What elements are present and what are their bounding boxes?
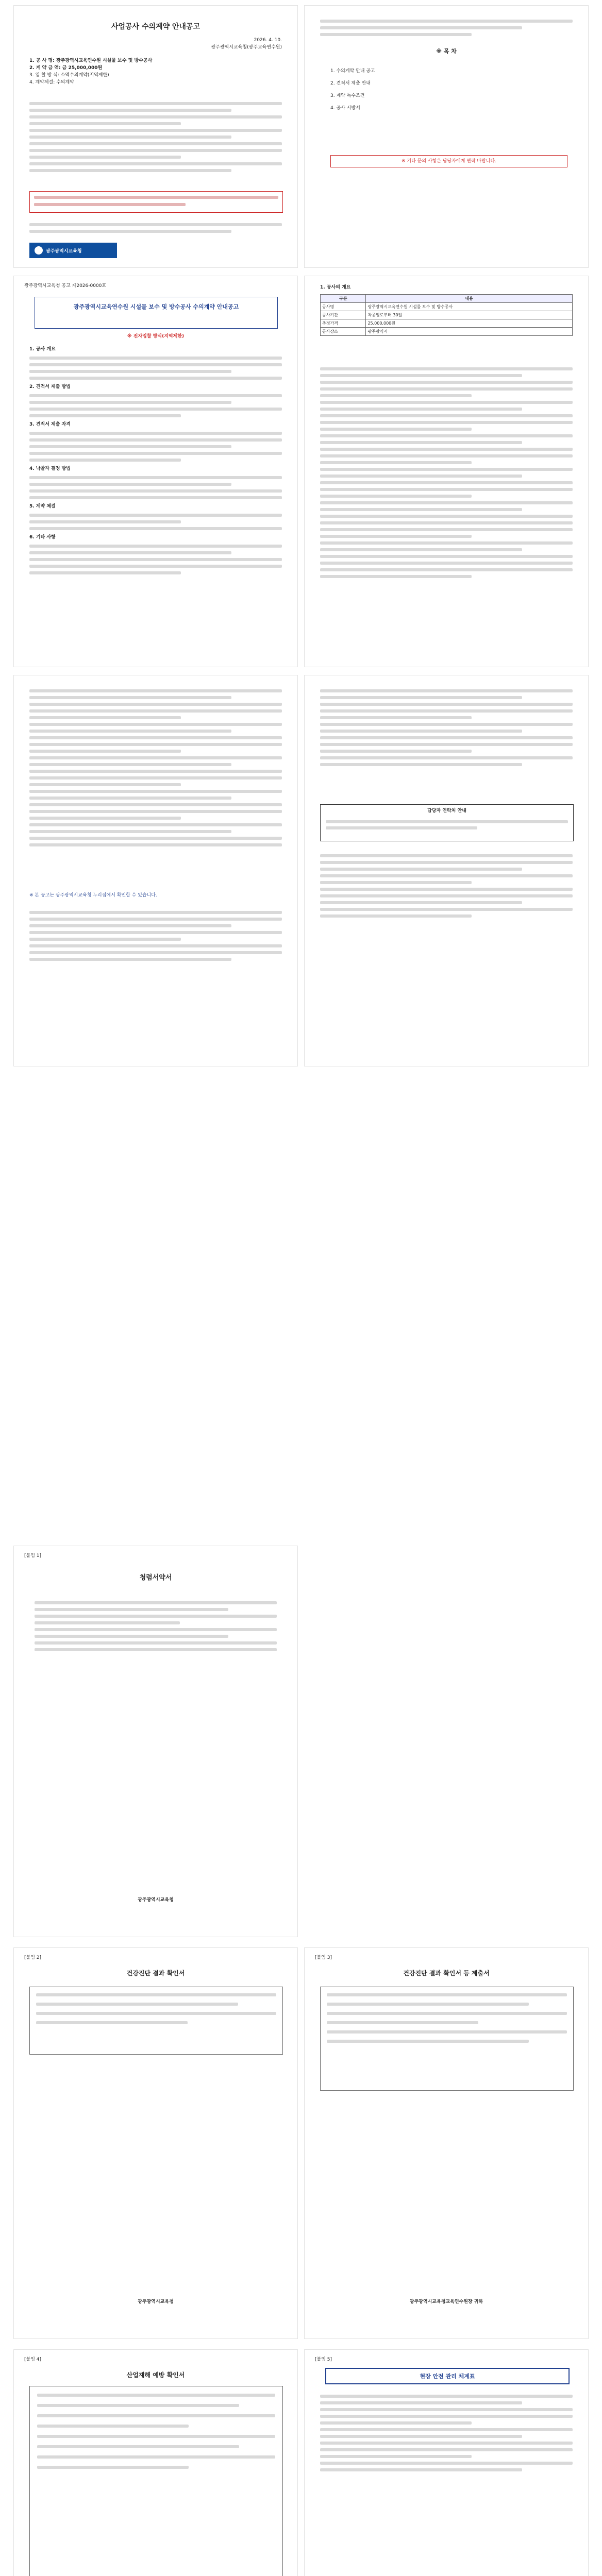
section-heading: 3. 견적서 제출 자격 (29, 422, 71, 427)
page-3-subtitle: ※ 전자입찰 방식(지역제한) (127, 334, 185, 339)
page-7-header: [붙임 1] (24, 1553, 41, 1558)
page-5-notice: ※ 본 공고는 광주광역시교육청 누리집에서 확인할 수 있습니다. (29, 893, 157, 898)
page-9-org: 광주광역시교육청교육연수원장 귀하 (409, 2299, 483, 2304)
page-2-intro (320, 16, 573, 40)
section-heading: 4. 낙찰자 결정 방법 (29, 466, 71, 471)
toc-item: 4. 공사 시방서 (330, 106, 360, 111)
page-10-header: [붙임 4] (24, 2357, 41, 2362)
toc-item: 2. 견적서 제출 안내 (330, 81, 371, 86)
page-4-title: 1. 공사의 개요 (320, 285, 351, 290)
table-row (321, 311, 573, 319)
page-9-grid (320, 1987, 574, 2091)
page-11-header: [붙임 5] (315, 2357, 332, 2362)
page-1-body (29, 98, 282, 176)
table-cell: 추정가격 (321, 319, 366, 328)
page-1-date: 2026. 4. 10. (254, 38, 282, 43)
page-9 (304, 1947, 589, 2339)
page-8-title: 건강진단 결과 확인서 (126, 1970, 185, 1977)
table-row (321, 319, 573, 328)
table-cell: 공사명 (321, 303, 366, 311)
page-1-org: 광주광역시교육청(광주교육연수원) (211, 45, 282, 50)
table-row (321, 303, 573, 311)
page-2-note: ※ 기타 문의 사항은 담당자에게 연락 바랍니다. (330, 155, 567, 167)
page-7-org: 광주광역시교육청 (138, 1897, 174, 1903)
page-10-title: 산업재해 예방 확인서 (126, 2371, 185, 2379)
page-6-highlight (320, 804, 574, 841)
page-10 (13, 2349, 298, 2576)
page-3-title: 광주광역시교육연수원 시설물 보수 및 방수공사 수의계약 안내공고 (73, 303, 239, 310)
table-cell: 착공일로부터 30일 (366, 311, 573, 319)
page-1-item: 2. 계 약 금 액: 금 25,000,000원 (29, 65, 103, 71)
page-8-header: [붙임 2] (24, 1955, 41, 1960)
page-7-body (35, 1598, 277, 1655)
page-8-org: 광주광역시교육청 (138, 2299, 174, 2304)
page-6-highlight-title: 담당자 연락처 안내 (427, 808, 466, 814)
page-7-title: 청렴서약서 (139, 1574, 172, 1582)
page-8 (13, 1947, 298, 2339)
logo-icon (35, 246, 43, 255)
page-5 (13, 675, 298, 1066)
toc-item: 3. 계약 특수조건 (330, 93, 365, 98)
toc-item: 1. 수의계약 안내 공고 (330, 69, 375, 74)
page-1-item: 4. 계약체결: 수의계약 (29, 80, 74, 85)
page-6-body-2 (320, 851, 573, 921)
table-cell: 광주광역시교육연수원 시설물 보수 및 방수공사 (366, 303, 573, 311)
page-11-body (320, 2391, 573, 2475)
page-11-title-box (325, 2368, 570, 2384)
table-cell: 25,000,000원 (366, 319, 573, 328)
page-3-title-box (35, 297, 278, 329)
page-11-title: 현장 안전 관리 체계표 (420, 2373, 475, 2380)
table-header-row (321, 295, 573, 303)
page-1-items (29, 57, 282, 86)
page-3-header: 광주광역시교육청 공고 제2026-0000호 (24, 283, 107, 289)
page-3-content (29, 346, 282, 578)
page-4-body (320, 364, 573, 582)
logo (29, 243, 117, 258)
table-header: 내용 (366, 295, 573, 303)
page-3 (13, 276, 298, 667)
page-8-grid (29, 1987, 283, 2055)
page-5-body (29, 686, 282, 850)
table-header: 구분 (321, 295, 366, 303)
page-2-toc (330, 62, 562, 117)
table-row (321, 328, 573, 336)
page-6 (304, 675, 589, 1066)
page-9-title: 건강진단 결과 확인서 등 제출서 (403, 1970, 490, 1977)
page-4 (304, 276, 589, 667)
page-1-title: 사업공사 수의계약 안내공고 (111, 23, 200, 31)
page-2 (304, 5, 589, 268)
page-1-item: 3. 입 찰 방 식: 소액수의계약(지역제한) (29, 73, 109, 78)
page-10-table (29, 2386, 283, 2576)
table-cell: 공사기간 (321, 311, 366, 319)
page-2-toc-title: ※ 목 차 (436, 48, 457, 55)
page-5-body-2 (29, 907, 282, 964)
page-11 (304, 2349, 589, 2576)
logo-text: 광주광역시교육청 (46, 248, 82, 254)
overview-table (320, 294, 573, 336)
table-cell: 공사장소 (321, 328, 366, 336)
page-1-body-2 (29, 219, 282, 236)
section-heading: 6. 기타 사항 (29, 535, 56, 540)
table-cell: 광주광역시 (366, 328, 573, 336)
page-7 (13, 1546, 298, 1937)
section-heading: 5. 계약 체결 (29, 504, 56, 509)
section-heading: 1. 공사 개요 (29, 347, 56, 352)
page-1 (13, 5, 298, 268)
section-heading: 2. 견적서 제출 방법 (29, 384, 71, 389)
page-1-item: 1. 공 사 명: 광주광역시교육연수원 시설물 보수 및 방수공사 (29, 58, 153, 63)
page-6-body (320, 686, 573, 770)
page-9-header: [붙임 3] (315, 1955, 332, 1960)
page-1-red-box (29, 191, 283, 213)
